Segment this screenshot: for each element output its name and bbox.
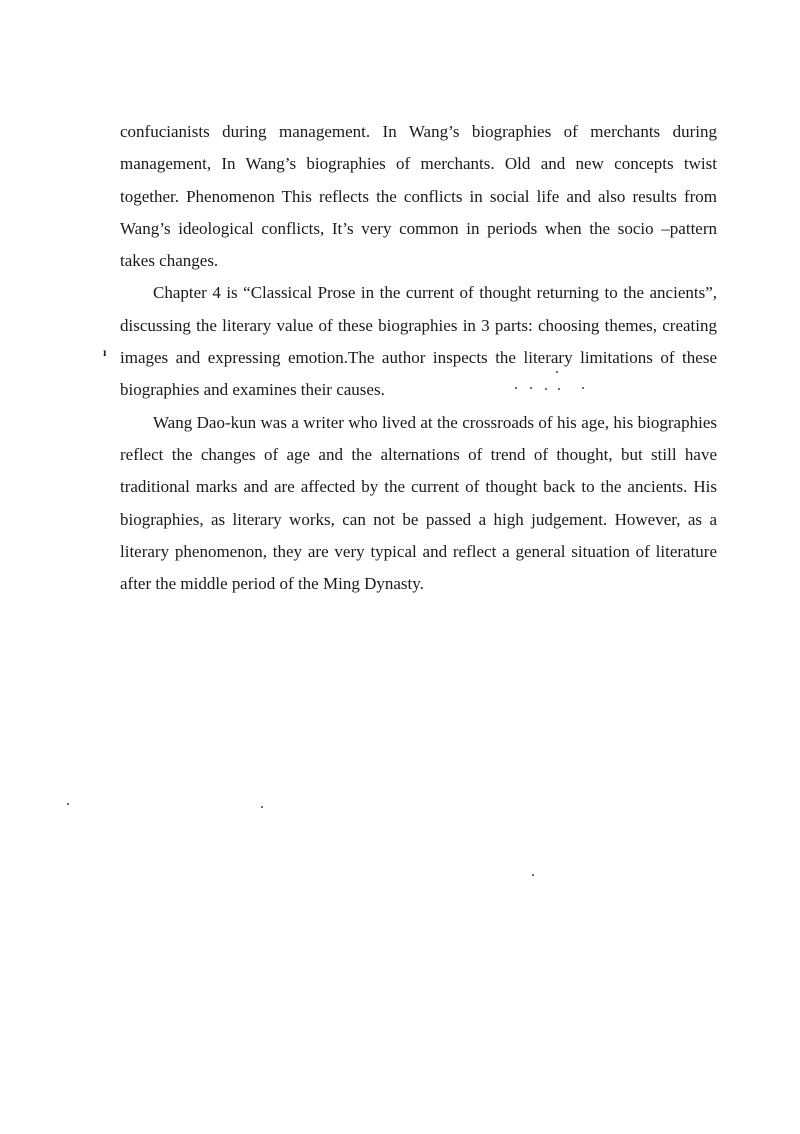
- scan-speck: [530, 387, 532, 389]
- paragraph-chapter-4: Chapter 4 is “Classical Prose in the current of thought returning to the ancients”, discussing the literary value of these biographies in 3 parts: choosing themes, creating images and expressing emotion.The author inspects the literary limitations of these biographies and examines their causes.: [120, 283, 717, 400]
- body-text: [120, 116, 717, 600]
- scan-speck: [556, 371, 558, 373]
- margin-mark: ɪ: [103, 345, 107, 359]
- paragraph-continuation: confucianists during management. In Wang’s biographies of merchants during management, In Wang’s biographies of merchants. Old and new concepts twist together. Phenomenon This reflects the conflicts in social life and also results from Wang’s ideological conflicts, It’s very common in periods when the socio –pattern takes changes.: [120, 122, 717, 271]
- scan-speck: [582, 387, 584, 389]
- paragraph-conclusion: Wang Dao-kun was a writer who lived at the crossroads of his age, his biographies reflect the changes of age and the alternations of trend of thought, but still have traditional marks and are affected by the current of thought back to the ancients. His biographies, as literary works, can not be passed a high judgement. However, as a literary phenomenon, they are very typical and reflect a general situation of literature after the middle period of the Ming Dynasty.: [120, 412, 717, 594]
- scan-speck: [515, 387, 517, 389]
- scan-speck: [558, 388, 560, 390]
- scan-speck: [532, 874, 534, 876]
- scan-speck: [261, 806, 263, 808]
- scan-speck: [67, 803, 69, 805]
- scan-speck: [545, 388, 547, 390]
